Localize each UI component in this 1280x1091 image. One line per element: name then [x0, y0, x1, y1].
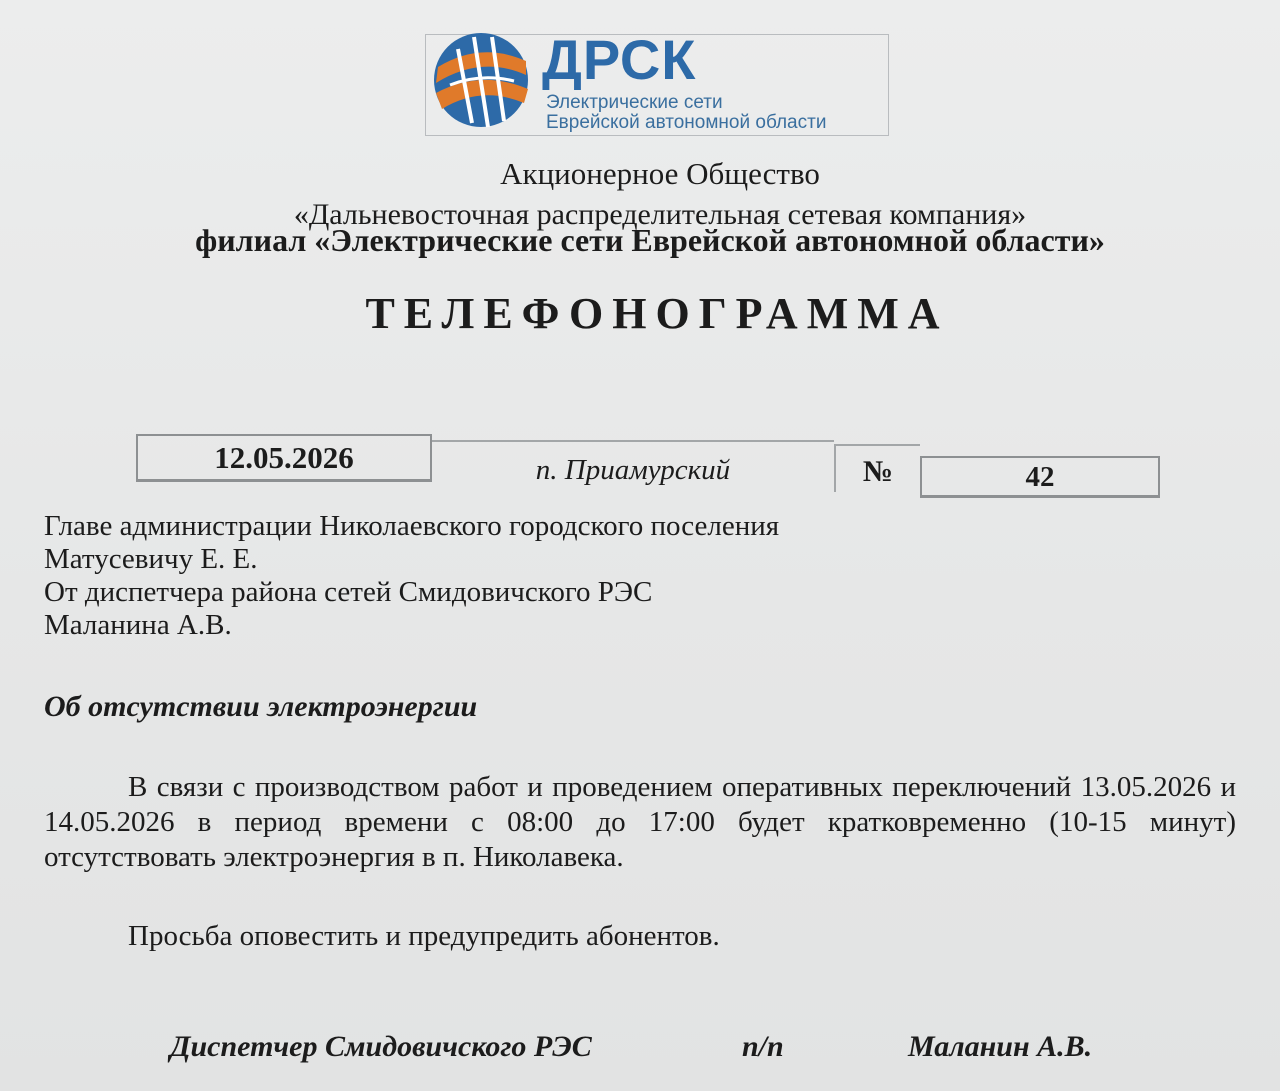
company-name: «Дальневосточная распределительная сетевая компания»	[293, 198, 1027, 231]
document-place: п. Приамурский	[432, 440, 834, 484]
sender-position: От диспетчера района сетей Смидовичского РЭС	[44, 576, 653, 608]
signature-name: Маланин А.В.	[908, 1030, 1093, 1063]
address-block	[44, 510, 779, 642]
company-type: Акционерное Общество	[500, 156, 820, 191]
logo-subtitle-line1: Электрические сети	[546, 92, 723, 113]
subject-line: Об отсутствии электроэнергии	[44, 690, 478, 723]
sender-name: Маланина А.В.	[44, 609, 232, 641]
branch-name: филиал «Электрические сети Еврейской автономной области»	[195, 222, 1105, 258]
globe-logo-icon	[428, 23, 534, 137]
body-paragraph: В связи с производством работ и проведением оперативных переключений 13.05.2026 и 14.05.2026 в период времени с 08:00 до 17:00 будет кратковременно (10-15 минут) отсутствовать электроэнергия в п. Николавека.	[44, 771, 1236, 873]
signature-position: Диспетчер Смидовичского РЭС	[170, 1030, 592, 1063]
logo-subtitle-line2: Еврейской автономной области	[546, 112, 827, 133]
document-number: 42	[920, 456, 1160, 498]
logo-subtitle	[546, 93, 826, 133]
request-paragraph: Просьба оповестить и предупредить абонентов.	[128, 920, 720, 952]
recipient-position: Главе администрации Николаевского городского поселения	[44, 510, 780, 542]
document-title: ТЕЛЕФОНОГРАММА	[365, 289, 949, 338]
company-logo	[425, 28, 889, 136]
signature-pp: п/п	[742, 1030, 784, 1063]
document-date: 12.05.2026	[136, 434, 432, 482]
logo-name: ДРСК	[542, 28, 697, 91]
recipient-name: Матусевичу Е. Е.	[44, 543, 258, 575]
number-label: №	[834, 444, 920, 492]
